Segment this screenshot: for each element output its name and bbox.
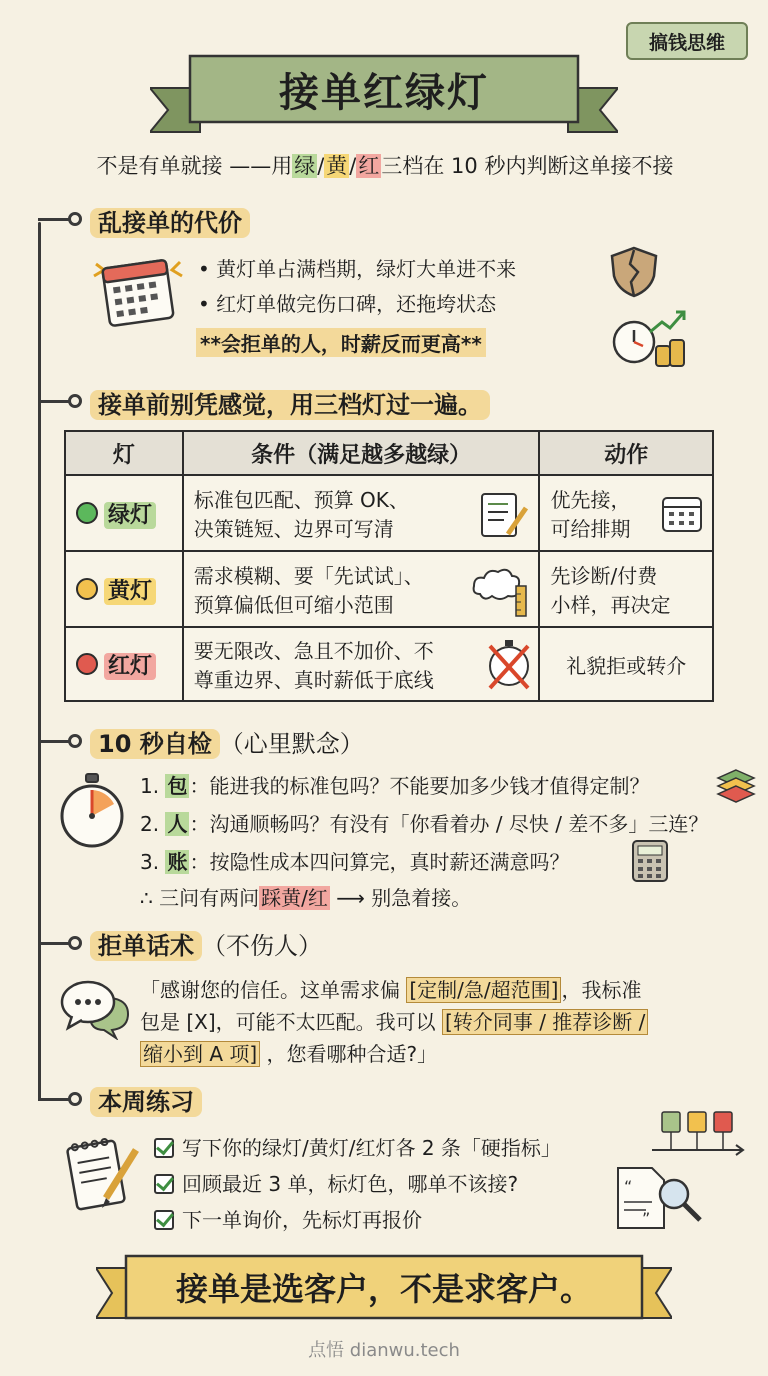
- footer-banner: [96, 1250, 672, 1330]
- selfcheck-conclusion: ∴ 三问有两问 踩黄/红 ⟶ 别急着接。: [140, 886, 472, 910]
- timeline-dot: [68, 212, 82, 226]
- action-cell: 优先接， 可给排期: [539, 475, 713, 551]
- col-header-conditions: 条件（满足越多越绿）: [183, 431, 540, 475]
- table-row-green: [65, 475, 713, 551]
- condition-cell: 需求模糊、要「先试试」、 预算偏低但可缩小范围: [183, 551, 540, 627]
- practice-item: 回顾最近 3 单，标灯色，哪单不该接?: [154, 1168, 518, 1197]
- svg-text:”: ”: [642, 1209, 651, 1228]
- calculator-icon: [630, 838, 670, 884]
- timeline-branch: [38, 218, 72, 221]
- practice-item: 下一单询价，先标灯再报价: [154, 1204, 422, 1233]
- svg-text:“: “: [624, 1177, 633, 1196]
- table-header-row: [65, 431, 713, 475]
- reject-script-line: 包是 [X]，可能不太匹配。我可以 [转介同事 / 推荐诊断 /: [140, 1006, 648, 1035]
- red-lamp-icon: [76, 653, 98, 675]
- timeline-line: [38, 222, 41, 1100]
- timeline-dot: [68, 394, 82, 408]
- reject-script-line: 缩小到 A 项] ，您看哪种合适?」: [140, 1038, 437, 1067]
- action-cell: 先诊断/付费 小样，再决定: [539, 551, 713, 627]
- condition-cell: 要无限改、急且不加价、不 尊重边界、真时薪低于底线: [183, 627, 540, 701]
- yellow-lamp-icon: [76, 578, 98, 600]
- checklist-pen-icon: [478, 490, 530, 540]
- practice-item: 写下你的绿灯/黄灯/红灯各 2 条「硬指标」: [154, 1132, 561, 1161]
- light-cell: 绿灯: [65, 475, 183, 551]
- check-item: 1. 包 ：能进我的标准包吗？不能要加多少钱才值得定制？: [140, 774, 650, 798]
- title-banner: [150, 52, 618, 140]
- green-lamp-icon: [76, 502, 98, 524]
- timeline-branch: [38, 1098, 72, 1101]
- section-heading-selfcheck: 10 秒自检 （心里默念）: [90, 724, 364, 759]
- timeline-branch: [38, 740, 72, 743]
- reject-script-line: 「感谢您的信任。这单需求偏 [定制/急/超范围] ，我标准: [140, 978, 642, 1002]
- section-heading-lights: 接单前别凭感觉，用三档灯过一遍。: [90, 385, 490, 420]
- bullet-item: • 红灯单做完伤口碑，还拖垮状态: [198, 292, 497, 316]
- timeline-branch: [38, 400, 72, 403]
- chat-bubbles-icon: [60, 978, 132, 1040]
- timeline-dot: [68, 734, 82, 748]
- thought-cloud-ruler-icon: [470, 564, 530, 618]
- light-cell: 红灯: [65, 627, 183, 701]
- check-item: 3. 账 ：按隐性成本四问算完，真时薪还满意吗？: [140, 850, 570, 874]
- traffic-light-table: [64, 430, 714, 702]
- category-tag: 搞钱思维: [626, 22, 748, 60]
- section-heading-reject: 拒单话术 （不伤人）: [90, 926, 322, 961]
- section-heading-practice: 本周练习: [90, 1082, 202, 1117]
- light-cell: 黄灯: [65, 551, 183, 627]
- footer-slogan: 接单是选客户，不是求客户。: [175, 1270, 592, 1308]
- check-item: 2. 人 ：沟通顺畅吗？有没有「你看着办 / 尽快 / 差不多」三连？: [140, 812, 709, 836]
- timeline-branch: [38, 942, 72, 945]
- stacked-layers-icon: [716, 768, 756, 806]
- condition-cell: 标准包匹配、预算 OK、 决策链短、边界可写清: [183, 475, 540, 551]
- section-heading-cost: 乱接单的代价: [90, 203, 250, 238]
- checkbox-icon: [154, 1138, 174, 1158]
- subtitle: 不是有单就接 ——用绿/黄/红三档在 10 秒内判断这单接不接: [96, 154, 674, 178]
- col-header-light: 灯: [65, 431, 183, 475]
- timeline-dot: [68, 1092, 82, 1106]
- document-magnifier-icon: [612, 1164, 704, 1234]
- checkbox-icon: [154, 1174, 174, 1194]
- table-row-red: [65, 627, 713, 701]
- calendar-burst-icon: [88, 250, 188, 328]
- broken-shield-icon: [606, 244, 662, 300]
- timeline-flags-icon: [650, 1108, 746, 1158]
- table-row-yellow: [65, 551, 713, 627]
- timeline-dot: [68, 936, 82, 950]
- emphasis-text: **会拒单的人，时薪反而更高**: [196, 328, 486, 357]
- col-header-action: 动作: [539, 431, 713, 475]
- notepad-pencil-icon: [66, 1136, 142, 1212]
- action-cell: 礼貌拒或转介: [539, 627, 713, 701]
- checkbox-icon: [154, 1210, 174, 1230]
- calendar-icon: [660, 492, 704, 534]
- stopwatch-cross-icon: [484, 636, 534, 692]
- bullet-item: • 黄灯单占满档期，绿灯大单进不来: [198, 257, 517, 281]
- page-title: 接单红绿灯: [279, 69, 489, 116]
- stopwatch-icon: [58, 770, 126, 850]
- clock-money-icon: [610, 306, 690, 368]
- footer-credit: 点悟 dianwu.tech: [308, 1340, 460, 1361]
